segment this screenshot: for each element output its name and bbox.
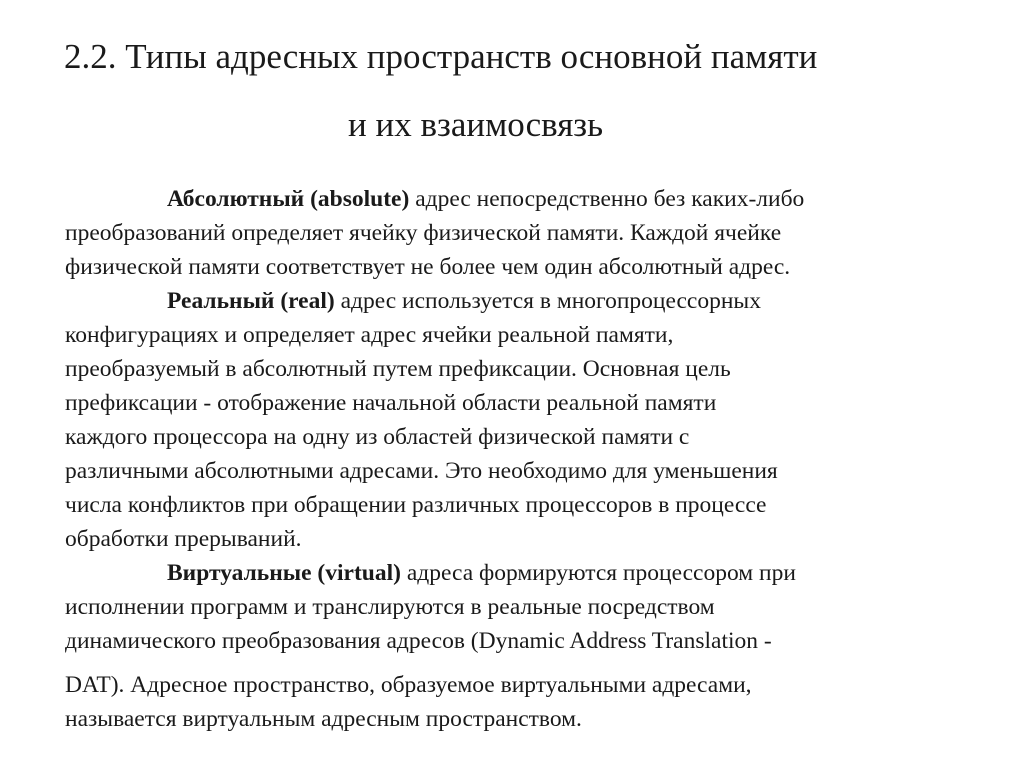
absolute-text: адрес непосредственно без каких-либо — [409, 186, 805, 212]
page-title-continuation: и их взаимосвязь — [348, 105, 604, 144]
virtual-paragraph-line: динамического преобразования адресов (Dynamic Address Translation - — [65, 628, 772, 654]
virtual-term: Виртуальные (virtual) — [167, 560, 401, 586]
real-paragraph-line — [167, 284, 761, 318]
real-paragraph-line: префиксации - отображение начальной области реальной памяти — [65, 390, 717, 416]
real-paragraph-line: каждого процессора на одну из областей физической памяти с — [65, 424, 690, 450]
virtual-text: адреса формируются процессором при — [400, 560, 796, 586]
real-paragraph-line: различными абсолютными адресами. Это необходимо для уменьшения — [65, 458, 778, 484]
absolute-term: Абсолютный (absolute) — [167, 186, 410, 212]
real-paragraph-line: числа конфликтов при обращении различных процессоров в процессе — [65, 492, 767, 518]
page-title: 2.2. Типы адресных пространств основной памяти — [64, 37, 818, 76]
virtual-paragraph-line: исполнении программ и транслируются в реальные посредством — [65, 594, 715, 620]
virtual-paragraph-line — [167, 556, 796, 590]
real-term: Реальный (real) — [167, 288, 335, 314]
real-paragraph-line: конфигурациях и определяет адрес ячейки реальной памяти, — [65, 322, 674, 348]
absolute-paragraph-line — [167, 182, 804, 216]
real-text: адрес используется в многопроцессорных — [334, 288, 761, 314]
real-paragraph-line: обработки прерываний. — [65, 526, 302, 552]
real-paragraph-line: преобразуемый в абсолютный путем префиксации. Основная цель — [65, 356, 731, 382]
virtual-paragraph-line: называется виртуальным адресным пространством. — [65, 706, 582, 732]
absolute-paragraph-line: преобразований определяет ячейку физической памяти. Каждой ячейке — [65, 220, 782, 246]
absolute-paragraph-line: физической памяти соответствует не более чем один абсолютный адрес. — [65, 254, 791, 280]
virtual-paragraph-line: DAT). Адресное пространство, образуемое виртуальными адресами, — [65, 672, 752, 698]
